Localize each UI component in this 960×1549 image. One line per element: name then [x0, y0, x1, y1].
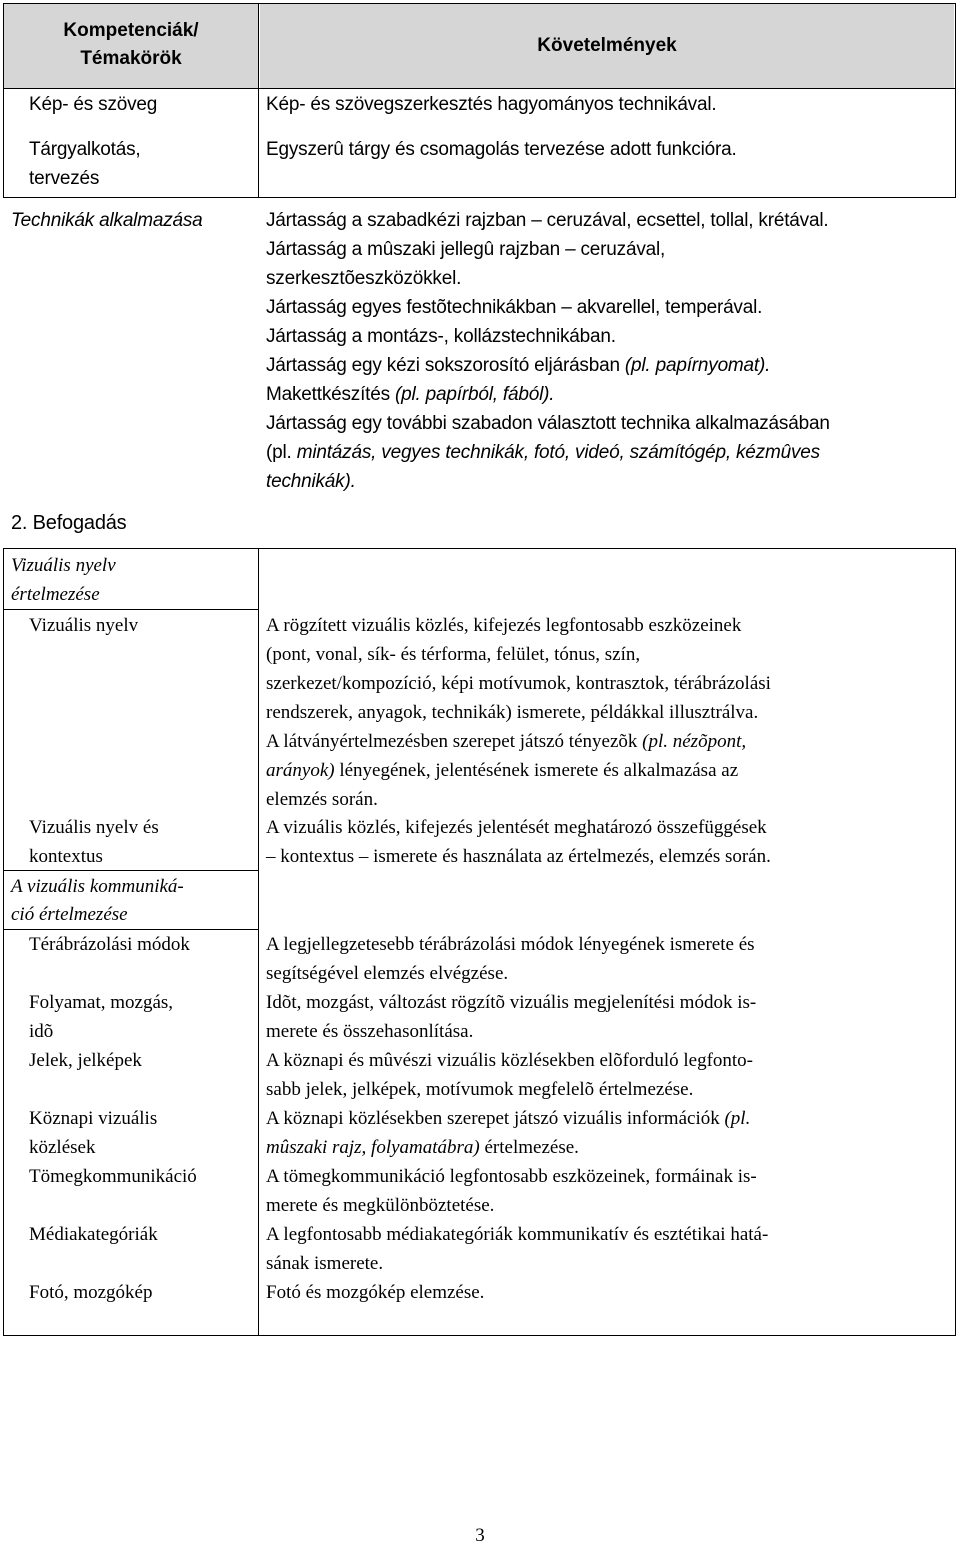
req-foto: Fotó és mozgókép elemzése. — [266, 1282, 485, 1303]
req-vizualis-nyelv-7: elemzés során. — [266, 789, 378, 810]
topic-terabrazolas: Térábrázolási módok — [29, 934, 190, 955]
req-vizualis-nyelv-3: szerkezet/kompozíció, képi motívumok, kontrasztok, térábrázolási — [266, 673, 771, 694]
table-border-divider-upper — [258, 3, 259, 197]
table-border-right-upper — [955, 3, 956, 197]
req-vizualis-nyelv-5 — [266, 727, 746, 756]
topic-folyamat-1: Folyamat, mozgás, — [29, 992, 174, 1013]
topic-koznapi-1: Köznapi vizuális — [29, 1108, 158, 1129]
page-number: 3 — [475, 1525, 485, 1546]
req-technikak-5: Jártasság a montázs-, kollázstechnikában. — [266, 326, 616, 347]
req-kep-szoveg: Kép- és szövegszerkesztés hagyományos technikával. — [266, 94, 717, 115]
topic-kontextus-1: Vizuális nyelv és — [29, 817, 159, 838]
req-technikak-3: szerkesztõeszközökkel. — [266, 268, 462, 289]
req-targyalkotas: Egyszerû tárgy és csomagolás tervezése adott funkcióra. — [266, 139, 737, 160]
req-vizualis-nyelv-1: A rögzített vizuális közlés, kifejezés legfontosabb eszközeinek — [266, 615, 742, 636]
req-kontextus-1: A vizuális közlés, kifejezés jelentését meghatározó összefüggések — [266, 817, 767, 838]
req-media-2: sának ismerete. — [266, 1253, 384, 1274]
req-terabrazolas-1: A legjellegzetesebb térábrázolási módok lényegének ismerete és — [266, 934, 755, 955]
topic-technikak: Technikák alkalmazása — [11, 210, 203, 231]
req-technikak-7b: (pl. papírból, fából). — [395, 384, 555, 405]
req-technikak-7 — [266, 380, 554, 409]
req-technikak-6b: (pl. papírnyomat). — [624, 355, 771, 376]
topic-jelek: Jelek, jelképek — [29, 1050, 142, 1071]
req-technikak-7a: Makettkészítés — [266, 384, 395, 405]
topic-vizualis-nyelv: Vizuális nyelv — [29, 615, 139, 636]
group-vizualis-nyelv-ertelmezese-2: értelmezése — [11, 584, 100, 605]
req-vizualis-nyelv-2: (pont, vonal, sík- és térforma, felület, tónus, szín, — [266, 644, 641, 665]
req-koznapi-1 — [266, 1104, 750, 1133]
req-koznapi-2a: mûszaki rajz, folyamatábra) — [266, 1137, 480, 1158]
topic-koznapi-2: közlések — [29, 1137, 96, 1158]
topic-tervezes: tervezés — [29, 168, 100, 189]
header-kovetelmenyek: Követelmények — [537, 35, 677, 56]
section-title-befogadas: 2. Befogadás — [11, 512, 127, 534]
req-technikak-1: Jártasság a szabadkézi rajzban – ceruzával, ecsettel, tollal, krétával. — [266, 210, 829, 231]
req-tomeg-1: A tömegkommunikáció legfontosabb eszközeinek, formáinak is- — [266, 1166, 757, 1187]
req-technikak-9b: mintázás, vegyes technikák, fotó, videó, számítógép, kézmûves — [296, 442, 820, 463]
req-technikak-2: Jártasság a mûszaki jellegû rajzban – ceruzával, — [266, 239, 666, 260]
table-border-header-bottom — [3, 88, 956, 89]
table2-border-left — [3, 548, 4, 1336]
table2-border-top — [3, 548, 956, 549]
req-technikak-8: Jártasság egy további szabadon választott technika alkalmazásában — [266, 413, 830, 434]
req-technikak-9 — [266, 438, 820, 467]
req-vizualis-nyelv-6b: lényegének, jelentésének ismerete és alkalmazása az — [334, 760, 739, 781]
req-terabrazolas-2: segítségével elemzés elvégzése. — [266, 963, 509, 984]
table-border-upper-bottom — [3, 197, 956, 198]
topic-tomeg: Tömegkommunikáció — [29, 1166, 197, 1187]
topic-targyalkotas: Tárgyalkotás, — [29, 139, 141, 160]
group-kommunikacio-ertelmezese-2: ció értelmezése — [11, 904, 128, 925]
req-technikak-6 — [266, 351, 770, 380]
req-tomeg-2: merete és megkülönböztetése. — [266, 1195, 495, 1216]
req-vizualis-nyelv-6 — [266, 756, 738, 785]
topic-kep-szoveg: Kép- és szöveg — [29, 94, 158, 115]
req-folyamat-2: merete és összehasonlítása. — [266, 1021, 474, 1042]
req-jelek-1: A köznapi és mûvészi vizuális közlésekben elõforduló legfonto- — [266, 1050, 754, 1071]
group-kommunikacio-ertelmezese-1: A vizuális kommuniká- — [11, 876, 184, 897]
topic-media: Médiakategóriák — [29, 1224, 158, 1245]
req-technikak-10: technikák). — [266, 471, 356, 492]
req-vizualis-nyelv-4: rendszerek, anyagok, technikák) ismerete, példákkal illusztrálva. — [266, 702, 759, 723]
req-kontextus-2: – kontextus – ismerete és használata az értelmezés, elemzés során. — [266, 846, 771, 867]
req-koznapi-1b: (pl. — [724, 1108, 751, 1129]
topic-foto: Fotó, mozgókép — [29, 1282, 153, 1303]
header-kompetenciak: Kompetenciák/ Témakörök — [63, 20, 199, 69]
req-vizualis-nyelv-5b: (pl. nézõpont, — [642, 731, 747, 752]
req-koznapi-2 — [266, 1133, 579, 1162]
req-vizualis-nyelv-6a: arányok) — [266, 760, 335, 781]
req-folyamat-1: Idõt, mozgást, változást rögzítõ vizuális megjelenítési módok is- — [266, 992, 757, 1013]
topic-folyamat-2: idõ — [29, 1021, 54, 1042]
req-technikak-6a: Jártasság egy kézi sokszorosító eljárásban — [266, 355, 625, 376]
table-border-top — [3, 3, 956, 4]
table2-border-bottom — [3, 1335, 956, 1336]
req-jelek-2: sabb jelek, jelképek, motívumok megfelelõ értelmezése. — [266, 1079, 694, 1100]
table2-border-divider — [258, 548, 259, 1336]
req-koznapi-1a: A köznapi közlésekben szerepet játszó vizuális információk — [266, 1108, 725, 1129]
group-vizualis-nyelv-ertelmezese-1: Vizuális nyelv — [11, 555, 116, 576]
req-media-1: A legfontosabb médiakategóriák kommunikatív és esztétikai hatá- — [266, 1224, 769, 1245]
table2-row-divider-1 — [3, 609, 259, 610]
req-koznapi-2b: értelmezése. — [479, 1137, 579, 1158]
req-technikak-9a: (pl. — [266, 442, 297, 463]
req-technikak-4: Jártasság egyes festõtechnikákban – akvarellel, temperával. — [266, 297, 763, 318]
table2-border-right — [955, 548, 956, 1336]
req-vizualis-nyelv-5a: A látványértelmezésben szerepet játszó tényezõk — [266, 731, 643, 752]
topic-kontextus-2: kontextus — [29, 846, 103, 867]
